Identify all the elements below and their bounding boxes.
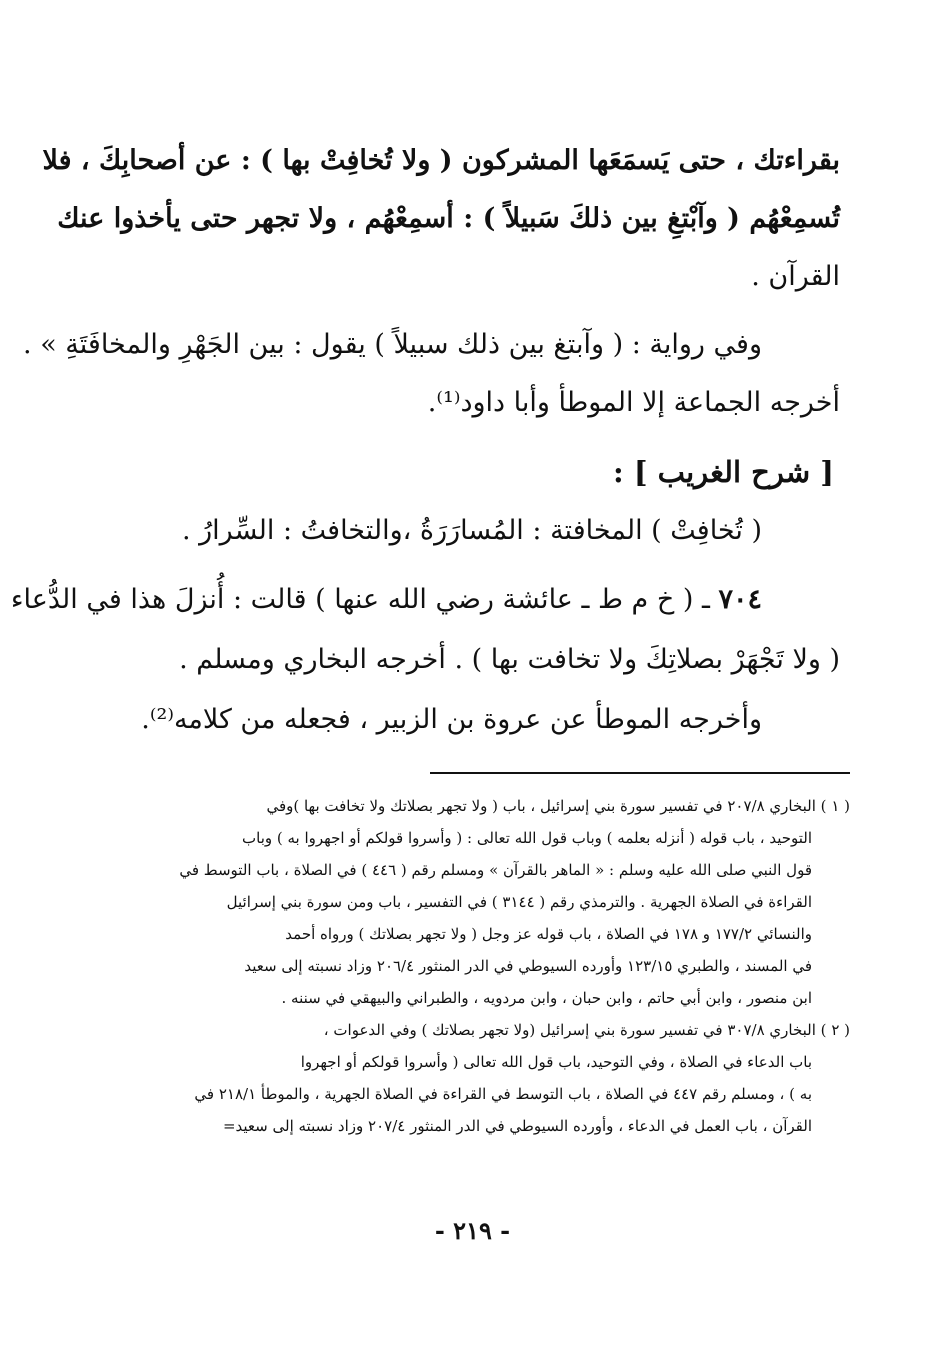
footnote-2-line: باب الدعاء في الصلاة ، وفي التوحيد، باب قول الله تعالى ( وأسروا قولكم أو اجهروا [300, 1053, 812, 1071]
riwaya-line: أخرجه الجماعة إلا الموطأ وأبا داود⁽¹⁾. [427, 387, 840, 418]
riwaya-line: وفي رواية : ( وآبتغ بين ذلك سبيلاً ) يقول : بين الجَهْرِ والمخافَتَةِ » . [23, 329, 762, 360]
footnote-2-line: القرآن ، باب العمل في الدعاء ، وأورده السيوطي في الدر المنثور ٢٠٧/٤ وزاد نسبته إلى سعيد= [222, 1117, 812, 1135]
hadith-text: ـ ( خ م ط ـ عائشة رضي الله عنها ) قالت : أُنزلَ هذا في الدُّعاء [10, 584, 710, 615]
text-line: القرآن . [751, 261, 840, 292]
hadith-number: ٧٠٤ [718, 584, 762, 615]
hadith-line-1 [10, 570, 840, 630]
hadith-line-3: وأخرجه الموطأ عن عروة بن الزبير ، فجعله من كلامه⁽²⁾. [141, 704, 762, 735]
footnote-1-line: والنسائي ١٧٧/٢ و ١٧٨ في الصلاة ، باب قوله عز وجل ( ولا تجهر بصلاتك ) ورواه أحمد [285, 925, 812, 943]
gharib-heading: [ شرح الغريب ] : [613, 455, 834, 489]
footnote-1-line: التوحيد ، باب قوله ( أنزله بعلمه ) وباب قول الله تعالى : ( وأسروا قولكم أو اجهروا به ) وباب [242, 829, 812, 847]
footnote-2-line: به ) ، ومسلم رقم ٤٤٧ في الصلاة ، باب التوسط في القراءة في الصلاة الجهرية ، والموطأ ٢١٨/١ في [194, 1085, 812, 1103]
footnote-1-line: قول النبي صلى الله عليه وسلم : « الماهر بالقرآن » ومسلم رقم ( ٤٤٦ ) في الصلاة ، باب التوسط في [179, 861, 812, 879]
text-line: بقراءتك ، حتى يَسمَعَها المشركون ( ولا تُخافِتْ بها ) : عن أصحابِكَ ، فلا [42, 145, 840, 176]
footnote-1-line: في المسند ، والطبري ١٢٣/١٥ وأورده السيوطي في الدر المنثور ٢٠٦/٤ وزاد نسبته إلى سعيد [244, 957, 812, 975]
gharib-line: ( تُخافِتْ ) المخافتة : المُسارَرَةُ ،والتخافتُ : السِّرارُ . [181, 515, 762, 546]
footnote-1-line: ابن منصور ، وابن أبي حاتم ، وابن حبان ، وابن مردويه ، والطبراني والبيهقي في سننه . [281, 989, 812, 1007]
footnote-1-line: القراءة في الصلاة الجهرية . والترمذي رقم ( ٣١٤٤ ) في التفسير ، باب ومن سورة بني إسرائيل [226, 893, 812, 911]
footnote-1-line: ( ١ ) البخاري ٢٠٧/٨ في تفسير سورة بني إسرائيل ، باب ( ولا تجهر بصلاتك ولا تخافت بها )وفي [266, 797, 850, 815]
text-line: تُسمِعْهُم ( وآبْتغِ بين ذلكَ سَبيلاً ) : أسمِعْهُم ، ولا تجهر حتى يأخذوا عنك [57, 203, 840, 234]
hadith-line-2: ( ولا تَجْهَرْ بصلاتِكَ ولا تخافت بها ) . أخرجه البخاري ومسلم . [179, 644, 840, 675]
footnotes-block [120, 790, 850, 1142]
main-text-block [10, 132, 840, 750]
page-number: - ٢١٩ - [434, 1216, 511, 1245]
footnote-2-line: ( ٢ ) البخاري ٣٠٧/٨ في تفسير سورة بني إسرائيل (ولا تجهر بصلاتك ) وفي الدعوات ، [323, 1021, 850, 1039]
footnote-divider [430, 772, 850, 774]
